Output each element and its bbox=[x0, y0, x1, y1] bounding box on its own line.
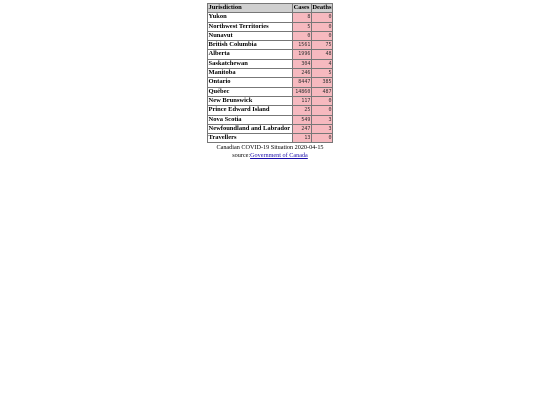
row-cases: 247 bbox=[293, 124, 312, 133]
table-row bbox=[208, 78, 333, 87]
table-row bbox=[208, 134, 333, 143]
table-row bbox=[208, 59, 333, 68]
row-jurisdiction: Manitoba bbox=[208, 69, 293, 78]
row-jurisdiction: Ontario bbox=[208, 78, 293, 87]
source-link[interactable]: Government of Canada bbox=[250, 151, 308, 159]
row-deaths: 0 bbox=[311, 106, 332, 115]
row-jurisdiction: Newfoundland and Labrador bbox=[208, 124, 293, 133]
row-deaths: 487 bbox=[311, 87, 332, 96]
table-row bbox=[208, 50, 333, 59]
row-deaths: 0 bbox=[311, 134, 332, 143]
covid-summary bbox=[207, 3, 333, 159]
table-row bbox=[208, 69, 333, 78]
row-cases: 1996 bbox=[293, 50, 312, 59]
row-jurisdiction: Nunavut bbox=[208, 31, 293, 40]
header-jurisdiction: Jurisdiction bbox=[208, 4, 293, 13]
row-deaths: 48 bbox=[311, 50, 332, 59]
row-deaths: 3 bbox=[311, 115, 332, 124]
row-deaths: 0 bbox=[311, 96, 332, 105]
row-cases: 8447 bbox=[293, 78, 312, 87]
row-deaths: 0 bbox=[311, 22, 332, 31]
row-deaths: 3 bbox=[311, 124, 332, 133]
row-jurisdiction: Yukon bbox=[208, 13, 293, 22]
row-cases: 117 bbox=[293, 96, 312, 105]
row-cases: 549 bbox=[293, 115, 312, 124]
header-cases: Cases bbox=[293, 4, 310, 11]
row-jurisdiction: British Columbia bbox=[208, 41, 293, 50]
row-cases: 25 bbox=[293, 106, 312, 115]
row-jurisdiction: Alberta bbox=[208, 50, 293, 59]
table-row bbox=[208, 13, 333, 22]
table-row bbox=[208, 106, 333, 115]
row-jurisdiction: Saskatchewan bbox=[208, 59, 293, 68]
row-cases: 8 bbox=[293, 13, 312, 22]
table-row bbox=[208, 96, 333, 105]
caption-title: Canadian COVID-19 Situation 2020-04-15 bbox=[216, 144, 324, 152]
row-jurisdiction: New Brunswick bbox=[208, 96, 293, 105]
table-row bbox=[208, 22, 333, 31]
row-deaths: 0 bbox=[311, 31, 332, 40]
table-row bbox=[208, 124, 333, 133]
table-row bbox=[208, 115, 333, 124]
row-cases: 246 bbox=[293, 69, 312, 78]
row-jurisdiction: Prince Edward Island bbox=[208, 106, 293, 115]
row-cases: 304 bbox=[293, 59, 312, 68]
row-jurisdiction: Travellers bbox=[208, 134, 293, 143]
row-jurisdiction: Northwest Territories bbox=[208, 22, 293, 31]
row-cases: 1561 bbox=[293, 41, 312, 50]
row-cases: 13 bbox=[293, 134, 312, 143]
row-cases: 14860 bbox=[293, 87, 312, 96]
row-deaths: 75 bbox=[311, 41, 332, 50]
row-jurisdiction: Nova Scotia bbox=[208, 115, 293, 124]
source-prefix: source: bbox=[232, 151, 251, 159]
row-deaths: 0 bbox=[311, 13, 332, 22]
row-cases: 5 bbox=[293, 22, 312, 31]
table-row bbox=[208, 41, 333, 50]
header-deaths: Deaths bbox=[312, 4, 332, 11]
table-header-row bbox=[208, 4, 333, 13]
row-deaths: 5 bbox=[311, 69, 332, 78]
row-deaths: 385 bbox=[311, 78, 332, 87]
table-caption bbox=[207, 144, 333, 158]
covid-table bbox=[207, 3, 333, 143]
table-row bbox=[208, 31, 333, 40]
caption-source bbox=[207, 152, 333, 159]
row-cases: 0 bbox=[293, 31, 312, 40]
row-deaths: 4 bbox=[311, 59, 332, 68]
table-row bbox=[208, 87, 333, 96]
row-jurisdiction: Québec bbox=[208, 87, 293, 96]
table-body bbox=[208, 13, 333, 143]
